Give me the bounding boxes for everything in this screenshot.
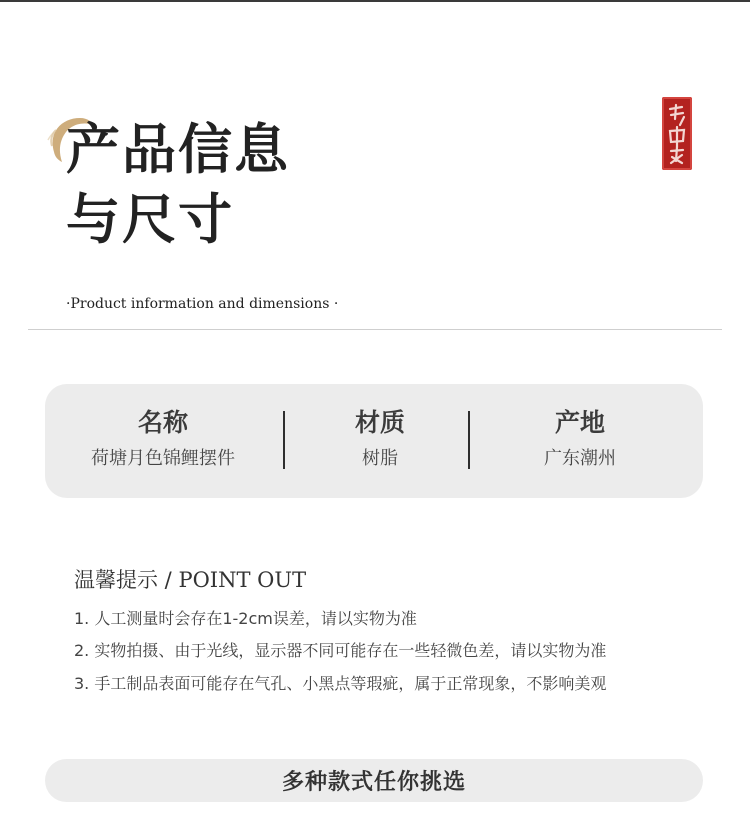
tips-heading-en: POINT OUT (178, 568, 307, 592)
tips-heading (74, 564, 306, 594)
info-column-material (300, 406, 460, 476)
column-separator (283, 411, 285, 469)
section-divider (28, 329, 722, 330)
tip-item: 1. 人工测量时会存在1-2cm误差，请以实物为准 (74, 609, 417, 628)
page-subtitle: ·Product information and dimensions · (66, 296, 339, 312)
top-border-line (0, 0, 750, 2)
page-title-line1: 产品信息 (66, 117, 290, 181)
info-value: 广东潮州 (544, 448, 616, 469)
product-info-card (45, 384, 703, 498)
info-label: 名称 (137, 408, 188, 437)
info-column-name (65, 406, 261, 476)
info-label: 材质 (354, 408, 405, 437)
info-value: 荷塘月色锦鲤摆件 (91, 448, 235, 469)
info-label: 产地 (554, 408, 605, 437)
tip-item: 2. 实物拍摄、由于光线，显示器不同可能存在一些轻微色差，请以实物为准 (74, 641, 607, 660)
page-title-line2: 与尺寸 (66, 187, 234, 251)
seal-stamp-icon (662, 97, 692, 170)
info-value: 树脂 (362, 448, 398, 469)
info-column-origin (500, 406, 660, 476)
tip-item: 3. 手工制品表面可能存在气孔、小黑点等瑕疵，属于正常现象，不影响美观 (74, 674, 607, 693)
column-separator (468, 411, 470, 469)
tips-heading-cn: 温馨提示 / (74, 568, 172, 592)
more-styles-banner: 多种款式任你挑选 (45, 759, 703, 802)
